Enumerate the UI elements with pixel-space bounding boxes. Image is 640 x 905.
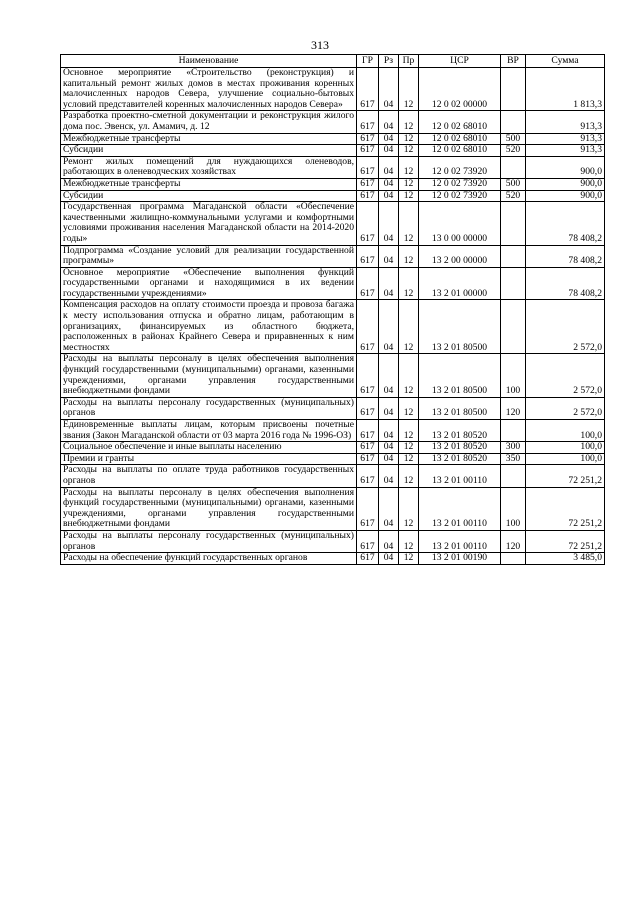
cell-csr: 13 2 01 00190 [419, 553, 501, 565]
cell-vr: 120 [501, 397, 526, 419]
cell-rz: 04 [379, 420, 399, 442]
cell-sum: 1 813,3 [526, 68, 605, 111]
table-row [61, 156, 605, 178]
cell-vr [501, 156, 526, 178]
cell-vr [501, 202, 526, 245]
cell-vr: 500 [501, 133, 526, 145]
cell-sum: 72 251,2 [526, 487, 605, 530]
cell-gr: 617 [357, 111, 379, 133]
table-row [61, 487, 605, 530]
cell-vr [501, 111, 526, 133]
cell-pr: 12 [399, 397, 419, 419]
cell-rz: 04 [379, 442, 399, 454]
cell-pr: 12 [399, 267, 419, 300]
cell-vr: 520 [501, 145, 526, 157]
table-row [61, 553, 605, 565]
cell-rz: 04 [379, 530, 399, 552]
cell-pr: 12 [399, 442, 419, 454]
cell-gr: 617 [357, 156, 379, 178]
cell-gr: 617 [357, 354, 379, 397]
cell-name: Основное мероприятие «Обеспечение выполнения функций государственными органами и находящимися в их ведении государственными учреждениями» [61, 267, 357, 300]
table-row [61, 453, 605, 465]
header-sum: Сумма [526, 55, 605, 68]
cell-gr: 617 [357, 530, 379, 552]
cell-name: Расходы на выплаты персоналу в целях обеспечения выполнения функций государственными (муниципальными) органами, казенными учреждениями, органами управления государственными внебюджетными фондами [61, 487, 357, 530]
cell-vr: 100 [501, 487, 526, 530]
cell-vr [501, 68, 526, 111]
cell-sum: 2 572,0 [526, 300, 605, 354]
cell-rz: 04 [379, 397, 399, 419]
cell-rz: 04 [379, 156, 399, 178]
cell-rz: 04 [379, 145, 399, 157]
table-row [61, 442, 605, 454]
cell-pr: 12 [399, 453, 419, 465]
table-row [61, 300, 605, 354]
cell-sum: 72 251,2 [526, 530, 605, 552]
cell-rz: 04 [379, 190, 399, 202]
cell-sum: 2 572,0 [526, 397, 605, 419]
header-pr: Пр [399, 55, 419, 68]
cell-name: Расходы на выплаты персоналу в целях обеспечения выполнения функций государственными (муниципальными) органами, казенными учреждениями, органами управления государственными внебюджетными фондами [61, 354, 357, 397]
cell-vr [501, 245, 526, 267]
cell-gr: 617 [357, 245, 379, 267]
cell-vr: 520 [501, 190, 526, 202]
cell-sum: 72 251,2 [526, 465, 605, 487]
cell-sum: 913,3 [526, 133, 605, 145]
cell-csr: 12 0 02 68010 [419, 133, 501, 145]
header-row [61, 55, 605, 68]
cell-pr: 12 [399, 145, 419, 157]
cell-rz: 04 [379, 300, 399, 354]
table-row [61, 530, 605, 552]
cell-pr: 12 [399, 553, 419, 565]
table-row [61, 245, 605, 267]
header-rz: Рз [379, 55, 399, 68]
cell-sum: 913,3 [526, 145, 605, 157]
cell-gr: 617 [357, 202, 379, 245]
cell-rz: 04 [379, 111, 399, 133]
cell-sum: 100,0 [526, 453, 605, 465]
cell-gr: 617 [357, 487, 379, 530]
cell-pr: 12 [399, 465, 419, 487]
cell-pr: 12 [399, 202, 419, 245]
cell-csr: 13 2 01 80520 [419, 420, 501, 442]
cell-pr: 12 [399, 245, 419, 267]
cell-name: Государственная программа Магаданской области «Обеспечение качественными жилищно-коммунальными услугами и комфортными условиями проживания населения Магаданской области на 2014-2020 годы» [61, 202, 357, 245]
cell-name: Подпрограмма «Создание условий для реализации государственной программы» [61, 245, 357, 267]
cell-sum: 78 408,2 [526, 267, 605, 300]
cell-rz: 04 [379, 267, 399, 300]
cell-vr: 100 [501, 354, 526, 397]
cell-vr: 120 [501, 530, 526, 552]
cell-gr: 617 [357, 442, 379, 454]
cell-gr: 617 [357, 133, 379, 145]
cell-pr: 12 [399, 420, 419, 442]
cell-name: Расходы на выплаты персоналу государственных (муниципальных) органов [61, 397, 357, 419]
cell-gr: 617 [357, 68, 379, 111]
cell-csr: 12 0 02 73920 [419, 178, 501, 190]
cell-pr: 12 [399, 354, 419, 397]
cell-vr [501, 420, 526, 442]
cell-rz: 04 [379, 245, 399, 267]
cell-csr: 12 0 02 68010 [419, 111, 501, 133]
cell-csr: 12 0 02 73920 [419, 190, 501, 202]
cell-csr: 13 2 01 00110 [419, 530, 501, 552]
cell-csr: 13 2 00 00000 [419, 245, 501, 267]
cell-vr [501, 267, 526, 300]
cell-csr: 13 2 01 80500 [419, 300, 501, 354]
cell-gr: 617 [357, 420, 379, 442]
table-row [61, 267, 605, 300]
cell-sum: 100,0 [526, 442, 605, 454]
cell-gr: 617 [357, 553, 379, 565]
cell-name: Субсидии [61, 145, 357, 157]
cell-rz: 04 [379, 487, 399, 530]
cell-vr [501, 300, 526, 354]
cell-sum: 913,3 [526, 111, 605, 133]
cell-pr: 12 [399, 487, 419, 530]
cell-vr [501, 465, 526, 487]
cell-pr: 12 [399, 178, 419, 190]
header-gr: ГР [357, 55, 379, 68]
cell-name: Ремонт жилых помещений для нуждающихся оленеводов, работающих в оленеводческих хозяйствах [61, 156, 357, 178]
cell-vr: 350 [501, 453, 526, 465]
cell-name: Субсидии [61, 190, 357, 202]
table-row [61, 133, 605, 145]
cell-sum: 900,0 [526, 178, 605, 190]
table-row [61, 354, 605, 397]
cell-name: Основное мероприятие «Строительство (реконструкция) и капитальный ремонт жилых домов в местах проживания коренных малочисленных народов Севера, улучшение социально-бытовых условий представителей коренных малочисленных народов Севера» [61, 68, 357, 111]
table-row [61, 111, 605, 133]
cell-sum: 100,0 [526, 420, 605, 442]
cell-gr: 617 [357, 397, 379, 419]
cell-gr: 617 [357, 178, 379, 190]
cell-csr: 13 0 00 00000 [419, 202, 501, 245]
table-header [61, 55, 605, 68]
cell-csr: 13 2 01 00110 [419, 465, 501, 487]
table-row [61, 420, 605, 442]
cell-name: Межбюджетные трансферты [61, 178, 357, 190]
cell-csr: 13 2 01 80520 [419, 442, 501, 454]
cell-pr: 12 [399, 111, 419, 133]
table-row [61, 190, 605, 202]
cell-sum: 78 408,2 [526, 202, 605, 245]
cell-vr [501, 553, 526, 565]
table-row [61, 178, 605, 190]
cell-sum: 2 572,0 [526, 354, 605, 397]
cell-csr: 12 0 02 68010 [419, 145, 501, 157]
cell-pr: 12 [399, 68, 419, 111]
cell-sum: 3 485,0 [526, 553, 605, 565]
cell-name: Единовременные выплаты лицам, которым присвоены почетные звания (Закон Магаданской области от 03 марта 2016 года № 1996-ОЗ) [61, 420, 357, 442]
table-row [61, 68, 605, 111]
cell-name: Социальное обеспечение и иные выплаты населению [61, 442, 357, 454]
cell-csr: 12 0 02 00000 [419, 68, 501, 111]
header-name: Наименование [61, 55, 357, 68]
cell-rz: 04 [379, 453, 399, 465]
cell-pr: 12 [399, 530, 419, 552]
cell-pr: 12 [399, 156, 419, 178]
cell-name: Компенсация расходов на оплату стоимости проезда и провоза багажа к месту использования отпуска и обратно лицам, работающим в организациях, финансируемых из областного бюджета, расположенных в районах Крайнего Севера и приравненных к ним местностях [61, 300, 357, 354]
cell-vr: 300 [501, 442, 526, 454]
cell-name: Расходы на выплаты по оплате труда работников государственных органов [61, 465, 357, 487]
cell-name: Расходы на выплаты персоналу государственных (муниципальных) органов [61, 530, 357, 552]
budget-table [60, 54, 605, 565]
cell-sum: 78 408,2 [526, 245, 605, 267]
cell-rz: 04 [379, 133, 399, 145]
cell-gr: 617 [357, 465, 379, 487]
cell-csr: 13 2 01 80500 [419, 397, 501, 419]
cell-rz: 04 [379, 465, 399, 487]
cell-sum: 900,0 [526, 156, 605, 178]
cell-gr: 617 [357, 145, 379, 157]
table-body [61, 68, 605, 565]
cell-pr: 12 [399, 300, 419, 354]
cell-rz: 04 [379, 354, 399, 397]
cell-csr: 12 0 02 73920 [419, 156, 501, 178]
table-row [61, 202, 605, 245]
cell-csr: 13 2 01 00110 [419, 487, 501, 530]
cell-gr: 617 [357, 300, 379, 354]
cell-gr: 617 [357, 267, 379, 300]
cell-vr: 500 [501, 178, 526, 190]
header-vr: ВР [501, 55, 526, 68]
cell-sum: 900,0 [526, 190, 605, 202]
cell-gr: 617 [357, 453, 379, 465]
cell-pr: 12 [399, 190, 419, 202]
cell-name: Премии и гранты [61, 453, 357, 465]
cell-csr: 13 2 01 80520 [419, 453, 501, 465]
cell-gr: 617 [357, 190, 379, 202]
table-row [61, 397, 605, 419]
cell-name: Расходы на обеспечение функций государственных органов [61, 553, 357, 565]
cell-name: Межбюджетные трансферты [61, 133, 357, 145]
header-csr: ЦСР [419, 55, 501, 68]
cell-rz: 04 [379, 178, 399, 190]
cell-pr: 12 [399, 133, 419, 145]
cell-csr: 13 2 01 80500 [419, 354, 501, 397]
table-row [61, 145, 605, 157]
cell-rz: 04 [379, 68, 399, 111]
page-number: 313 [311, 38, 329, 52]
table-row [61, 465, 605, 487]
cell-rz: 04 [379, 202, 399, 245]
cell-rz: 04 [379, 553, 399, 565]
cell-name: Разработка проектно-сметной документации и реконструкция жилого дома пос. Эвенск, ул. Амамич, д. 12 [61, 111, 357, 133]
cell-csr: 13 2 01 00000 [419, 267, 501, 300]
